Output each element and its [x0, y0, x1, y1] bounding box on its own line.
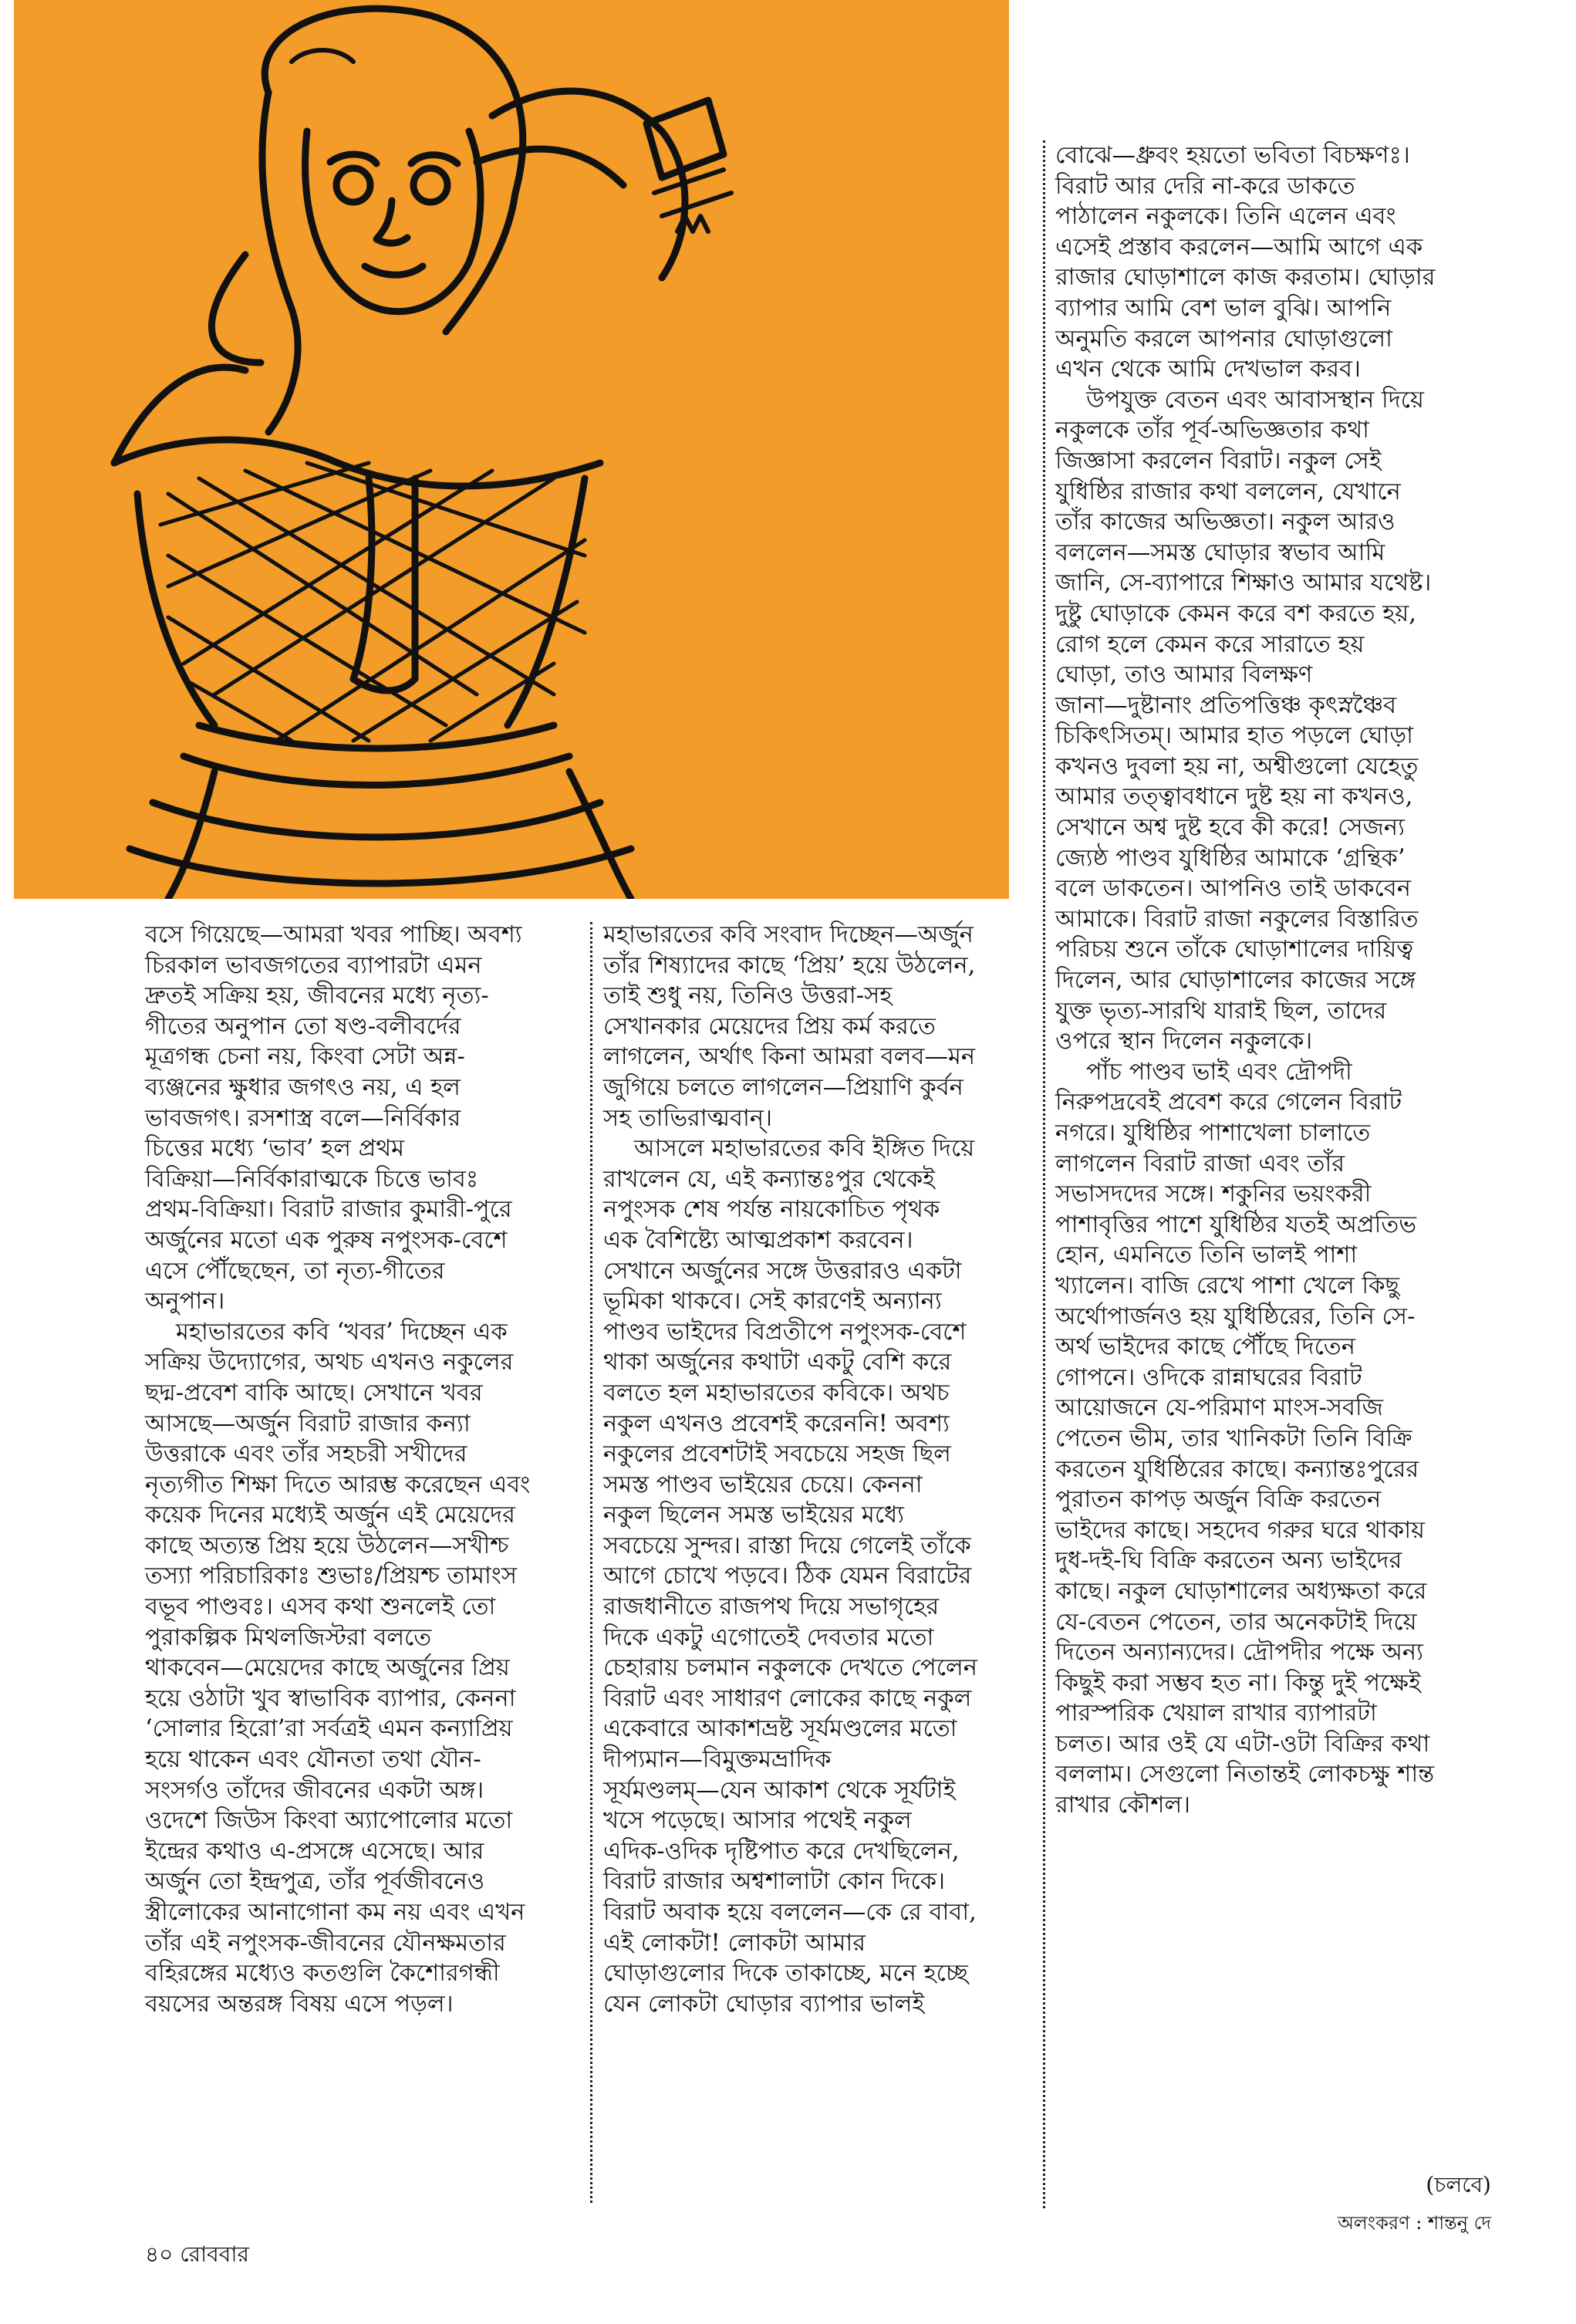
paragraph: উপযুক্ত বেতন এবং আবাসস্থান দিয়ে নকুলকে তাঁর পূর্ব-অভিজ্ঞতার কথা জিজ্ঞাসা করলেন বিরাট। নকুল সেই যুধিষ্ঠির রাজার কথা বললেন, যেখানে তাঁর কাজের অভিজ্ঞতা। নকুল আরও বললেন—সমস্ত ঘোড়ার স্বভাব আমি জানি, সে-ব্যাপারে শিক্ষাও আমার যথেষ্ট। দুষ্টু ঘোড়াকে কেমন করে বশ করতে হয়, রোগ হলে কেমন করে সারাতে হয় ঘোড়া, তাও আমার বিলক্ষণ জানা—দুষ্টানাং প্রতিপত্তিঞ্চ কৃৎস্নঞ্চৈব চিকিৎসিতম্। আমার হাত পড়লে ঘোড়া কখনও দুবলা হয় না, অশ্বীগুলো যেহেতু আমার তত্ত্বাবধানে দুষ্ট হয় না কখনও, সেখানে অশ্ব দুষ্ট হবে কী করে! সেজন্য জ্যেষ্ঠ পাণ্ডব যুধিষ্ঠির আমাকে ‘গ্রন্থিক’ বলে ডাকতেন। আপনিও তাই ডাকবেন আমাকে। বিরাট রাজা নকুলের বিস্তারিত পরিচয় শুনে তাঁকে ঘোড়াশালের দায়িত্ব দিলেন, আর ঘোড়াশালের কাজের সঙ্গে যুক্ত ভৃত্য-সারথি যারাই ছিল, তাদের ওপরে স্থান দিলেন নকুলকে।: [1055, 386, 1432, 1056]
column-divider: [1043, 140, 1045, 2208]
article-column-3: [1055, 140, 1487, 1821]
paragraph: মহাভারতের কবি ‘খবর’ দিচ্ছেন এক সক্রিয় উদ্যোগের, অথচ এখনও নকুলের ছদ্ম-প্রবেশ বাকি আছে। সেখানে খবর আসছে—অর্জুন বিরাট রাজার কন্যা উত্তরাকে এবং তাঁর সহচরী সখীদের নৃত্যগীত শিক্ষা দিতে আরম্ভ করেছেন এবং কয়েক দিনের মধ্যেই অর্জুন এই মেয়েদের কাছে অত্যন্ত প্রিয় হয়ে উঠলেন—সখীশ্চ তস্যা পরিচারিকাঃ শুভাঃ/প্রিয়শ্চ তামাংস বভূব পাণ্ডবঃ। এসব কথা শুনলেই তো পুরাকল্পিক মিথলজিস্টরা বলতে থাকবেন—মেয়েদের কাছে অর্জুনের প্রিয় হয়ে ওঠাটা খুব স্বাভাবিক ব্যাপার, কেননা ‘সোলার হিরো’রা সর্বত্রই এমন কন্যাপ্রিয় হয়ে থাকেন এবং যৌনতা তথা যৌন- সংসর্গও তাঁদের জীবনের একটা অঙ্গ। ওদেশে জিউস কিংবা অ্যাপোলোর মতো ইন্দ্রের কথাও এ-প্রসঙ্গে এসেছে। আর অর্জুন তো ইন্দ্রপুত্র, তাঁর পূর্বজীবনেও স্ত্রীলোকের আনাগোনা কম নয় এবং এখন তাঁর এই নপুংসক-জীবনের যৌনক্ষমতার বহিরঙ্গের মধ্যেও কতগুলি কৈশোরগন্ধী বয়সের অন্তরঙ্গ বিষয় এসে পড়ল।: [145, 1318, 531, 2018]
article-column-1: [145, 920, 577, 2019]
paragraph: পাঁচ পাণ্ডব ভাই এবং দ্রৌপদী নিরুপদ্রবেই প্রবেশ করে গেলেন বিরাট নগরে। যুধিষ্ঠির পাশাখেলা চালাতে লাগলেন বিরাট রাজা এবং তাঁর সভাসদদের সঙ্গে। শকুনির ভয়ংকরী পাশাবৃত্তির পাশে যুধিষ্ঠির যতই অপ্রতিভ হোন, এমনিতে তিনি ভালই পাশা খ্যালেন। বাজি রেখে পাশা খেলে কিছু অর্থোপার্জনও হয় যুধিষ্ঠিরের, তিনি সে- অর্থ ভাইদের কাছে পৌঁছে দিতেন গোপনে। ওদিকে রান্নাঘরের বিরাট আয়োজনে যে-পরিমাণ মাংস-সবজি পেতেন ভীম, তার খানিকটা তিনি বিক্রি করতেন যুধিষ্ঠিরের কাছে। কন্যান্তঃপুরের পুরাতন কাপড় অর্জুন বিক্রি করতেন ভাইদের কাছে। সহদেব গরুর ঘরে থাকায় দুধ-দই-ঘি বিক্রি করতেন অন্য ভাইদের কাছে। নকুল ঘোড়াশালের অধ্যক্ষতা করে যে-বেতন পেতেন, তার অনেকটাই দিয়ে দিতেন অন্যান্যদের। দ্রৌপদীর পক্ষে অন্য কিছুই করা সম্ভব হত না। কিন্তু দুই পক্ষেই পারস্পরিক খেয়াল রাখার ব্যাপারটা চলত। আর ওই যে এটা-ওটা বিক্রির কথা বললাম। সেগুলো নিতান্তই লোকচক্ষু শান্ত রাখার কৌশল।: [1055, 1058, 1435, 1819]
column-divider: [590, 922, 592, 2203]
illustration: [14, 0, 1009, 899]
page-footer: ৪০ রোববার: [145, 2241, 249, 2267]
illustration-credit: অলংকরণ : শান্তনু দে: [1338, 2212, 1491, 2234]
paragraph: বসে গিয়েছে—আমরা খবর পাচ্ছি। অবশ্য চিরকাল ভাবজগতের ব্যাপারটা এমন দ্রুতই সক্রিয় হয়, জীবনের মধ্যে নৃত্য- গীতের অনুপান তো ষণ্ড-বলীবর্দের মূত্রগন্ধ চেনা নয়, কিংবা সেটা অন্ন- ব্যঞ্জনের ক্ষুধার জগৎও নয়, এ হল ভাবজগৎ। রসশাস্ত্র বলে—নির্বিকার চিত্তের মধ্যে ‘ভাব’ হল প্রথম বিক্রিয়া—নির্বিকারাত্মকে চিত্তে ভাবঃ প্রথম-বিক্রিয়া। বিরাট রাজার কুমারী-পুরে অর্জুনের মতো এক পুরুষ নপুংসক-বেশে এসে পৌঁছেছেন, তা নৃত্য-গীতের অনুপান।: [145, 921, 522, 1316]
paragraph: বোঝে—ধ্রুবং হয়তো ভবিতা বিচক্ষণঃ। বিরাট আর দেরি না-করে ডাকতে পাঠালেন নকুলকে। তিনি এলেন এবং এসেই প্রস্তাব করলেন—আমি আগে এক রাজার ঘোড়াশালে কাজ করতাম। ঘোড়ার ব্যাপার আমি বেশ ভাল বুঝি। আপনি অনুমতি করলে আপনার ঘোড়াগুলো এখন থেকে আমি দেখভাল করব।: [1055, 142, 1436, 383]
article-column-2: [603, 920, 1035, 2019]
woman-line-drawing-illustration: [14, 0, 1009, 899]
paragraph: আসলে মহাভারতের কবি ইঙ্গিত দিয়ে রাখলেন যে, এই কন্যান্তঃপুর থেকেই নপুংসক শেষ পর্যন্ত নায়কোচিত পৃথক এক বৈশিষ্ট্যে আত্মপ্রকাশ করবেন। সেখানে অর্জুনের সঙ্গে উত্তরারও একটা ভূমিকা থাকবে। সেই কারণেই অন্যান্য পাণ্ডব ভাইদের বিপ্রতীপে নপুংসক-বেশে থাকা অর্জুনের কথাটা একটু বেশি করে বলতে হল মহাভারতের কবিকে। অথচ নকুল এখনও প্রবেশই করেননি! অবশ্য নকুলের প্রবেশটাই সবচেয়ে সহজ ছিল সমস্ত পাণ্ডব ভাইয়ের চেয়ে। কেননা নকুল ছিলেন সমস্ত ভাইয়ের মধ্যে সবচেয়ে সুন্দর। রাস্তা দিয়ে গেলেই তাঁকে আগে চোখে পড়বে। ঠিক যেমন বিরাটের রাজধানীতে রাজপথ দিয়ে সভাগৃহের দিকে একটু এগোতেই দেবতার মতো চেহারায় চলমান নকুলকে দেখতে পেলেন বিরাট এবং সাধারণ লোকের কাছে নকুল একেবারে আকাশভ্রষ্ট সূর্যমণ্ডলের মতো দীপ্যমান—বিমুক্তমভ্রাদিক সূর্যমণ্ডলম্—যেন আকাশ থেকে সূর্যটাই খসে পড়েছে। আসার পথেই নকুল এদিক-ওদিক দৃষ্টিপাত করে দেখছিলেন, বিরাট রাজার অশ্বশালাটা কোন দিকে। বিরাট অবাক হয়ে বললেন—কে রে বাবা, এই লোকটা! লোকটা আমার ঘোড়াগুলোর দিকে তাকাচ্ছে, মনে হচ্ছে যেন লোকটা ঘোড়ার ব্যাপার ভালই: [603, 1135, 977, 2018]
paragraph: মহাভারতের কবি সংবাদ দিচ্ছেন—অর্জুন তাঁর শিষ্যাদের কাছে ‘প্রিয়’ হয়ে উঠলেন, তাই শুধু নয়, তিনিও উত্তরা-সহ সেখানকার মেয়েদের প্রিয় কর্ম করতে লাগলেন, অর্থাৎ কিনা আমরা বলব—মন জুগিয়ে চলতে লাগলেন—প্রিয়াণি কুর্বন সহ তাভিরাত্মবান্।: [603, 921, 976, 1132]
to-be-continued: (চলবে): [1426, 2172, 1491, 2197]
